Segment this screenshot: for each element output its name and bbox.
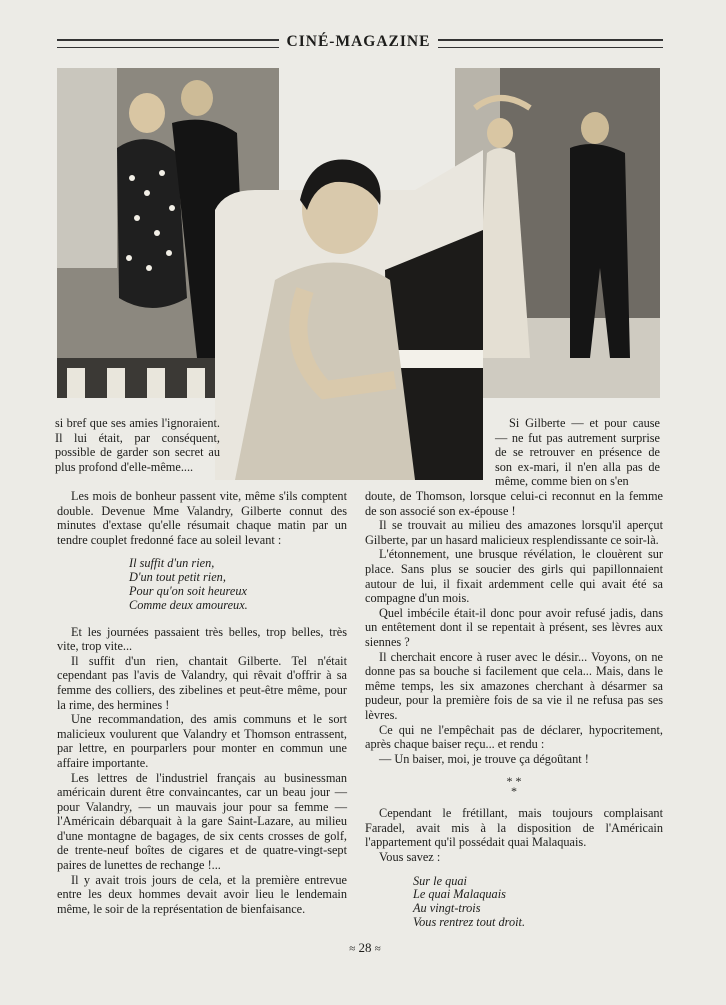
paragraph: Il suffit d'un rien, chantait Gilberte. Tel n'était cependant pas l'avis de Valandry, qui rêvait d'offrir à sa femme des colliers, des zibelines et peut-être même, pour la rime, des hermines ! xyxy=(57,653,347,712)
paragraph: Il y avait trois jours de cela, et la première entrevue entre les deux hommes devait avoir lieu le lendemain même, le soir de la représentation de bienfaisance. xyxy=(57,872,347,916)
paragraph: Il cherchait encore à ruser avec le désir... Voyons, on ne donne pas sa bouche si facilement que cela... Mais, dans le même temps, les six amazones cherchant à désarmer sa pudeur, pour la première fois de sa vie il ne refusa pas ses lèvres. xyxy=(365,649,663,722)
paragraph: Cependant le frétillant, mais toujours complaisant Faradel, avait mis à la disposition de l'Américain l'appartement qu'il possédait quai Malaquais. xyxy=(365,806,663,850)
poem-line: D'un tout petit rien, xyxy=(129,570,226,585)
paragraph: — Un baiser, moi, je trouve ça dégoûtant ! xyxy=(379,751,589,766)
article-column-right xyxy=(365,489,663,930)
ornament-left-icon: ≈ xyxy=(349,943,356,956)
paragraph: Une recommandation, des amis communs et le sort malicieux voulurent que Valandry et Thomson entrassent, par lettre, en pourparlers pour monter en commun une affaire importante. xyxy=(57,712,347,770)
poem-line: Comme deux amoureux. xyxy=(129,597,248,612)
paragraph: Ce qui ne l'empêchait pas de déclarer, hypocritement, après chaque baiser reçu... et rendu : xyxy=(365,722,663,752)
page-footer xyxy=(320,940,410,956)
poem-line: Sur le quai xyxy=(413,873,467,888)
paragraph: L'étonnement, une brusque révélation, le clouèrent sur place. Sans plus se soucier des girls qui papillonnaient autour de lui, il fixait ardemment celle qui avait été sa compagne d'un mois. xyxy=(365,547,663,606)
poem-verse xyxy=(129,557,347,612)
article-column-right-wrap xyxy=(495,416,660,489)
paragraph: Les mois de bonheur passent vite, même s'ils comptent double. Devenue Mme Valandry, Gilberte connut des minutes d'extase qu'elle résumait chaque matin par un tendre couplet fredonné face au soleil levant : xyxy=(57,489,347,547)
article-column-left xyxy=(57,489,347,916)
paragraph: Et les journées passaient très belles, trop belles, très vite, trop vite... xyxy=(57,624,347,654)
paragraph: Les lettres de l'industriel français au businessman américain durent être convaincantes, car un beau jour — pour Valandry, — un mauvais jour pour sa femme — l'Américain débarquait à la gare Saint-Lazare, au milieu d'une montagne de bagages, de six cents crosses de golf, de trente-neuf boîtes de cigares et de quatre-vingt-sept paires de lunettes de rechange !... xyxy=(57,770,347,873)
paragraph: doute, de Thomson, lorsque celui-ci reconnut en la femme de son associé son ex-épouse ! xyxy=(365,489,663,518)
poem-line: Vous rentrez tout droit. xyxy=(413,915,526,930)
masthead-title: CINÉ-MAGAZINE xyxy=(286,33,431,50)
paragraph: Si Gilberte — et pour cause — ne fut pas autrement surprise de se retrouver en présence de son ex-mari, il n'en alla pas de même, comme bien on s'en xyxy=(495,416,660,489)
poem-line: Au vingt-trois xyxy=(413,901,481,916)
asterism: * * * xyxy=(506,774,522,799)
poem-verse xyxy=(413,875,663,930)
section-separator xyxy=(365,774,663,799)
paragraph: Vous savez : xyxy=(379,850,441,865)
article-column-left-wrap xyxy=(55,416,220,474)
photo-woman-at-piano xyxy=(215,150,483,480)
paragraph: Il se trouvait au milieu des amazones lorsqu'il aperçut Gilberte, par un hasard malicieux resplendissante ce soir-là. xyxy=(365,518,663,547)
poem-line: Le quai Malaquais xyxy=(413,887,506,902)
poem-line: Pour qu'on soit heureux xyxy=(129,583,247,598)
ornament-right-icon: ≈ xyxy=(374,943,381,956)
page-number: 28 xyxy=(358,940,372,955)
paragraph: Quel imbécile était-il donc pour avoir refusé jadis, dans un entêtement dont il se repentait à présent, ses lèvres aux siennes ? xyxy=(365,605,663,649)
poem-line: Il suffit d'un rien, xyxy=(129,556,215,571)
header-rule-right xyxy=(438,39,663,48)
header-rule-left xyxy=(57,39,279,48)
photo-dancer-and-man xyxy=(455,68,660,398)
paragraph: si bref que ses amies l'ignoraient. Il lui était, par conséquent, possible de garder son secret au plus profond d'elle-même.... xyxy=(55,416,220,474)
